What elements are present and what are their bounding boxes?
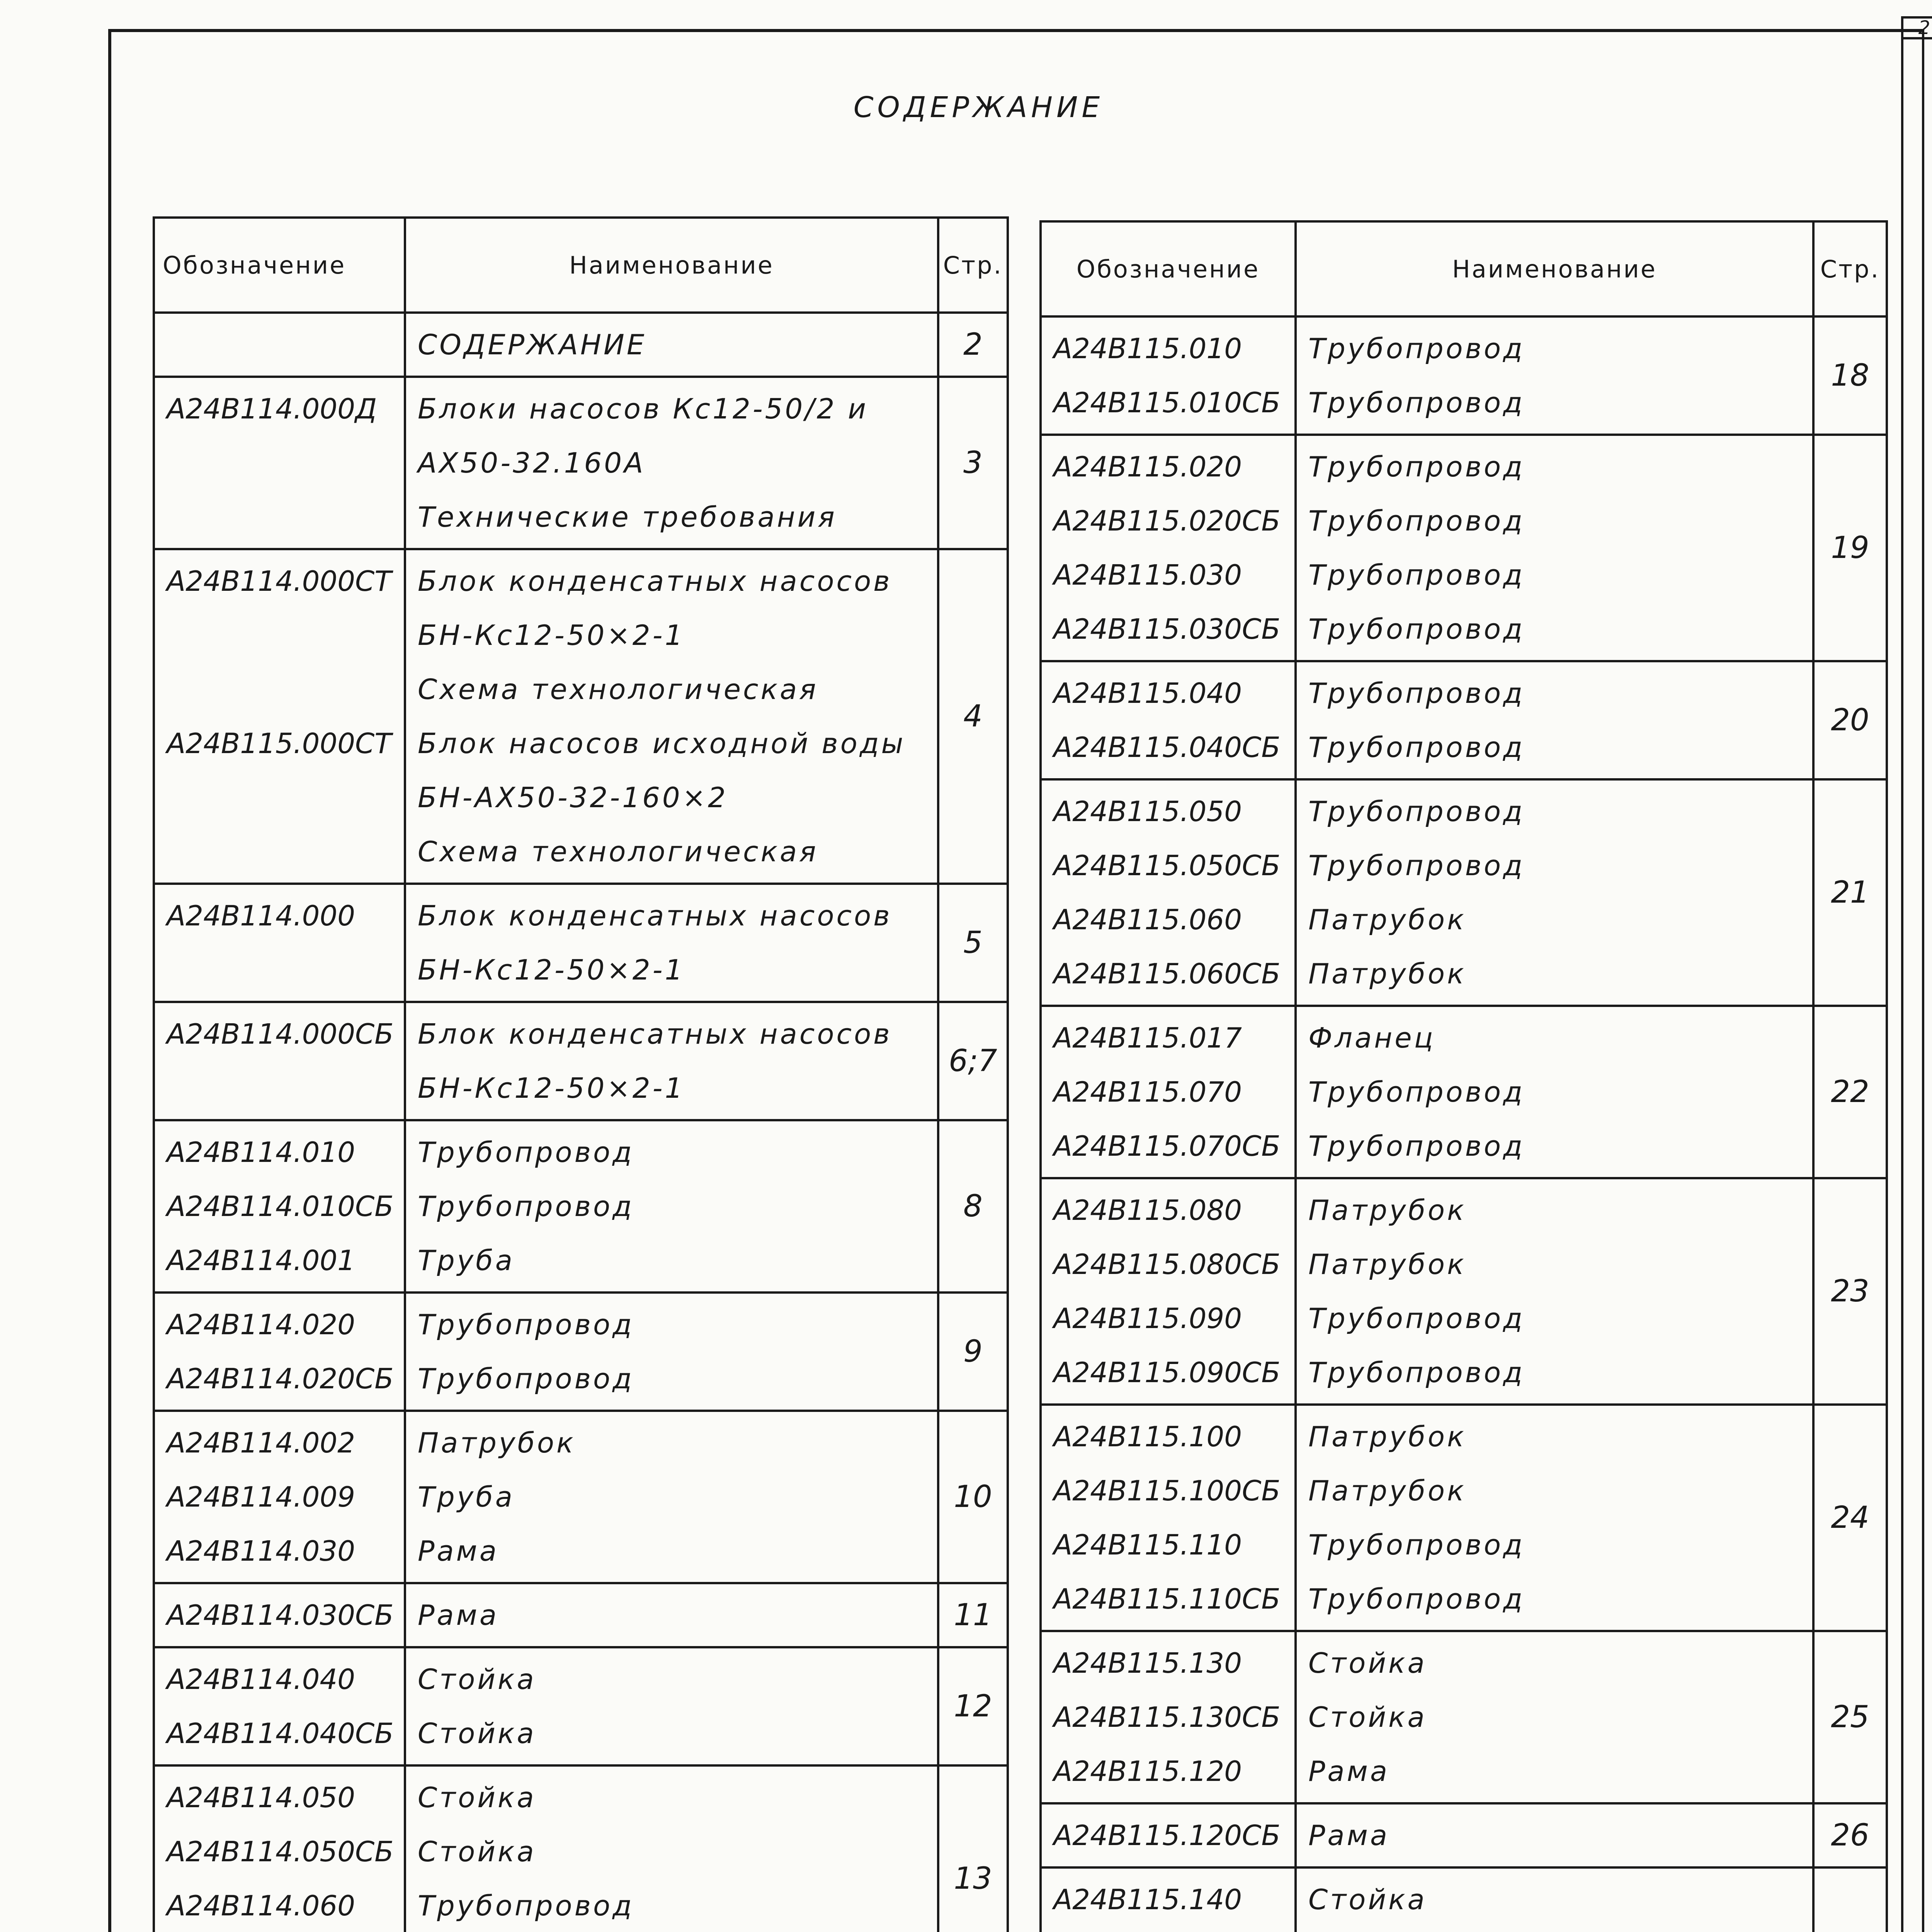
name-line: Фланец [1308, 1022, 1435, 1054]
code-line [167, 490, 404, 544]
table-row [1041, 779, 1887, 1006]
code-line: А24В115.130 [1053, 1647, 1242, 1679]
table-header [154, 218, 1008, 313]
name-line: Труба [418, 1481, 515, 1513]
code-line [1053, 1927, 1294, 1932]
code-line: А24В115.040СБ [1053, 731, 1281, 764]
name-line: Стойка [418, 1835, 536, 1868]
code-cell [154, 884, 405, 1002]
name-line: Стойка [418, 1717, 536, 1750]
code-line: А24В115.030СБ [1053, 613, 1281, 645]
name-line: БН-Кс12-50×2-1 [418, 1072, 685, 1104]
code-line: А24В114.020 [167, 1308, 355, 1341]
code-line [167, 825, 404, 879]
name-line: АХ50-32.160А [418, 447, 646, 479]
name-cell [405, 884, 938, 1002]
code-cell [1041, 316, 1296, 435]
page-title: СОДЕРЖАНИЕ [853, 91, 1104, 124]
code-line: А24В115.090 [1053, 1302, 1242, 1335]
name-cell [1296, 661, 1813, 779]
name-cell [405, 1765, 938, 1932]
page-cell: 24 [1813, 1405, 1887, 1631]
header-designation: Обозначение [1041, 221, 1296, 316]
code-line: А24В115.110 [1053, 1529, 1242, 1561]
name-line: Блоки насосов Кс12-50/2 и [418, 393, 869, 425]
page-cell: 26 [1813, 1803, 1887, 1867]
header-name: Наименование [1296, 221, 1813, 316]
name-cell [1296, 316, 1813, 435]
code-cell [154, 1120, 405, 1293]
code-line: А24В115.050 [1053, 795, 1242, 828]
page-cell: 18 [1813, 316, 1887, 435]
name-cell [405, 549, 938, 884]
code-cell [1041, 1006, 1296, 1178]
name-line: Стойка [1308, 1883, 1427, 1916]
page-cell: 11 [938, 1583, 1008, 1647]
table-row [154, 1411, 1008, 1583]
table-row [1041, 1867, 1887, 1932]
table-header [1041, 221, 1887, 316]
code-cell [1041, 1405, 1296, 1631]
name-cell [1296, 1631, 1813, 1803]
code-cell [154, 1411, 405, 1583]
name-line: Схема технологическая [418, 673, 818, 706]
table-row [154, 549, 1008, 884]
code-line: А24В114.002 [167, 1427, 355, 1459]
page-cell: 23 [1813, 1178, 1887, 1405]
table-row [154, 1583, 1008, 1647]
name-cell [405, 1293, 938, 1411]
code-line: А24В115.060 [1053, 903, 1242, 936]
name-line: Патрубок [418, 1427, 576, 1459]
code-line: А24В114.040СБ [167, 1717, 394, 1750]
code-line: А24В115.010СБ [1053, 386, 1281, 419]
page-number: 2 [1901, 16, 1932, 39]
table-row [1041, 661, 1887, 779]
name-line: Трубопровод [1308, 451, 1525, 483]
name-cell [405, 1583, 938, 1647]
code-line: А24В115.140 [1053, 1883, 1242, 1916]
name-cell [1296, 779, 1813, 1006]
name-line: Трубопровод [1308, 1529, 1525, 1561]
page-cell: 3 [938, 377, 1008, 549]
name-line: Трубопровод [1308, 1583, 1525, 1615]
table-row [1041, 1405, 1887, 1631]
name-line: Трубопровод [1308, 677, 1525, 709]
code-line: А24В114.001 [167, 1244, 355, 1277]
name-line: Рама [418, 1599, 499, 1631]
name-cell [1296, 1803, 1813, 1867]
code-cell [154, 549, 405, 884]
name-line: Рама [1308, 1819, 1389, 1852]
code-line: А24В114.030СБ [167, 1599, 394, 1631]
name-line: Патрубок [1308, 957, 1466, 990]
table-row [154, 1120, 1008, 1293]
name-cell [405, 313, 938, 377]
name-line: Патрубок [1308, 1475, 1466, 1507]
name-line: БН-Кс12-50×2-1 [418, 619, 685, 651]
name-line: Трубопровод [1308, 795, 1525, 828]
name-cell [405, 1411, 938, 1583]
header-page: Стр. [938, 218, 1008, 313]
name-line: Трубопровод [418, 1362, 634, 1395]
code-line: А24В115.080СБ [1053, 1248, 1281, 1281]
code-line: А24В115.120СБ [1053, 1819, 1281, 1852]
table-row [154, 1765, 1008, 1932]
code-line [167, 770, 404, 825]
code-line: А24В115.000СТ [167, 727, 392, 760]
code-line: А24В115.020СБ [1053, 505, 1281, 537]
page-cell: 12 [938, 1647, 1008, 1765]
code-line: А24В115.120 [1053, 1755, 1242, 1787]
name-line: Трубопровод [1308, 1076, 1525, 1108]
code-line: А24В115.010 [1053, 332, 1242, 365]
code-line: А24В114.050 [167, 1781, 355, 1814]
name-line: Стойка [418, 1781, 536, 1814]
name-line: Трубопровод [418, 1308, 634, 1341]
code-line: А24В115.090СБ [1053, 1356, 1281, 1389]
contents-table-right [1039, 220, 1888, 1932]
table-row [1041, 1631, 1887, 1803]
header-name: Наименование [405, 218, 938, 313]
code-line: А24В115.070 [1053, 1076, 1242, 1108]
table-row [154, 1293, 1008, 1411]
code-line: А24В115.130СБ [1053, 1701, 1281, 1733]
name-line: Трубопровод [1308, 731, 1525, 764]
name-cell [405, 1647, 938, 1765]
name-line: Блок конденсатных насосов [418, 900, 892, 932]
code-line: А24В115.110СБ [1053, 1583, 1281, 1615]
header-designation: Обозначение [154, 218, 405, 313]
code-cell [1041, 1803, 1296, 1867]
name-cell [1296, 435, 1813, 661]
name-cell [405, 1120, 938, 1293]
code-line [167, 318, 404, 372]
code-line: А24В114.000 [167, 900, 355, 932]
name-line: Блок насосов исходной воды [418, 727, 906, 760]
table-row [154, 1647, 1008, 1765]
name-cell [1296, 1178, 1813, 1405]
code-line [167, 1061, 404, 1115]
name-line: Труба [418, 1244, 515, 1277]
table-row [154, 313, 1008, 377]
name-cell [1296, 1867, 1813, 1932]
name-line: Стойка [418, 1663, 536, 1696]
code-line: А24В115.070СБ [1053, 1130, 1281, 1162]
name-line: Блок конденсатных насосов [418, 1018, 892, 1050]
name-line: Трубопровод [1308, 849, 1525, 882]
name-line: Стойка [1308, 1647, 1427, 1679]
code-line: А24В114.040 [167, 1663, 355, 1696]
name-line: Патрубок [1308, 1420, 1466, 1453]
name-line: Трубопровод [1308, 559, 1525, 591]
name-line: БН-АХ50-32-160×2 [418, 781, 728, 814]
name-cell [1296, 1006, 1813, 1178]
page-cell: 9 [938, 1293, 1008, 1411]
name-line: Трубопровод [1308, 1356, 1525, 1389]
code-line: А24В114.050СБ [167, 1835, 394, 1868]
name-cell [1296, 1405, 1813, 1631]
code-line: А24В114.010 [167, 1136, 355, 1168]
code-cell [1041, 435, 1296, 661]
page-cell [1813, 1867, 1887, 1932]
code-cell [154, 1647, 405, 1765]
code-line: А24В114.000СБ [167, 1018, 394, 1050]
page-cell: 2 [938, 313, 1008, 377]
name-line: Трубопровод [418, 1889, 634, 1922]
code-cell [1041, 661, 1296, 779]
name-line: Технические требования [418, 501, 837, 533]
table-row [1041, 1006, 1887, 1178]
name-line: Трубопровод [1308, 613, 1525, 645]
code-line: А24В114.009 [167, 1481, 355, 1513]
code-cell [154, 1293, 405, 1411]
name-line: Трубопровод [1308, 505, 1525, 537]
contents-table-left [153, 216, 1009, 1932]
header-page: Стр. [1813, 221, 1887, 316]
name-line: Патрубок [1308, 1194, 1466, 1226]
name-line [1308, 1927, 1812, 1932]
table-row [154, 884, 1008, 1002]
table-row [154, 377, 1008, 549]
name-line: Рама [1308, 1755, 1389, 1787]
name-line: Трубопровод [418, 1190, 634, 1223]
code-line: А24В115.040 [1053, 677, 1242, 709]
page-cell: 22 [1813, 1006, 1887, 1178]
name-line: Патрубок [1308, 1248, 1466, 1281]
name-line: Трубопровод [1308, 1130, 1525, 1162]
code-cell [154, 1765, 405, 1932]
code-line: А24В115.080 [1053, 1194, 1242, 1226]
code-line: А24В115.100СБ [1053, 1475, 1281, 1507]
code-line: А24В115.050СБ [1053, 849, 1281, 882]
code-line [167, 662, 404, 716]
code-line: А24В114.000Д [167, 393, 377, 425]
code-line [167, 943, 404, 997]
code-line [167, 608, 404, 662]
page-cell: 5 [938, 884, 1008, 1002]
code-line: А24В115.060СБ [1053, 957, 1281, 990]
code-cell [1041, 1867, 1296, 1932]
code-line: А24В114.020СБ [167, 1362, 394, 1395]
page-cell: 21 [1813, 779, 1887, 1006]
table-row [154, 1002, 1008, 1120]
frame-edge-line [1901, 39, 1903, 1932]
page-cell: 25 [1813, 1631, 1887, 1803]
name-line: Патрубок [1308, 903, 1466, 936]
name-line: Рама [418, 1535, 499, 1567]
table-row [1041, 1178, 1887, 1405]
code-line: А24В115.017 [1053, 1022, 1242, 1054]
name-line: Трубопровод [1308, 386, 1525, 419]
code-line: А24В114.010СБ [167, 1190, 394, 1223]
code-cell [154, 377, 405, 549]
name-cell [405, 1002, 938, 1120]
name-line: Трубопровод [1308, 332, 1525, 365]
code-line [167, 436, 404, 490]
page-cell: 8 [938, 1120, 1008, 1293]
table-row [1041, 1803, 1887, 1867]
name-line: Трубопровод [418, 1136, 634, 1168]
table-row [1041, 435, 1887, 661]
table-row [1041, 316, 1887, 435]
name-line: БН-Кс12-50×2-1 [418, 954, 685, 986]
code-line: А24В115.100 [1053, 1420, 1242, 1453]
page-cell: 13 [938, 1765, 1008, 1932]
code-line: А24В114.030 [167, 1535, 355, 1567]
code-cell [154, 313, 405, 377]
page-cell: 20 [1813, 661, 1887, 779]
name-line: Трубопровод [1308, 1302, 1525, 1335]
code-line: А24В114.000СТ [167, 565, 392, 597]
page-cell: 19 [1813, 435, 1887, 661]
name-line: Блок конденсатных насосов [418, 565, 892, 597]
name-line: СОДЕРЖАНИЕ [418, 328, 647, 361]
code-line: А24В115.030 [1053, 559, 1242, 591]
page-cell: 10 [938, 1411, 1008, 1583]
code-cell [1041, 1631, 1296, 1803]
code-cell [1041, 779, 1296, 1006]
name-line: Стойка [1308, 1701, 1427, 1733]
code-cell [1041, 1178, 1296, 1405]
code-line: А24В114.060 [167, 1889, 355, 1922]
code-cell [154, 1002, 405, 1120]
name-cell [405, 377, 938, 549]
code-line: А24В115.020 [1053, 451, 1242, 483]
page-cell: 6;7 [938, 1002, 1008, 1120]
page-cell: 4 [938, 549, 1008, 884]
code-cell [154, 1583, 405, 1647]
name-line: Схема технологическая [418, 835, 818, 868]
